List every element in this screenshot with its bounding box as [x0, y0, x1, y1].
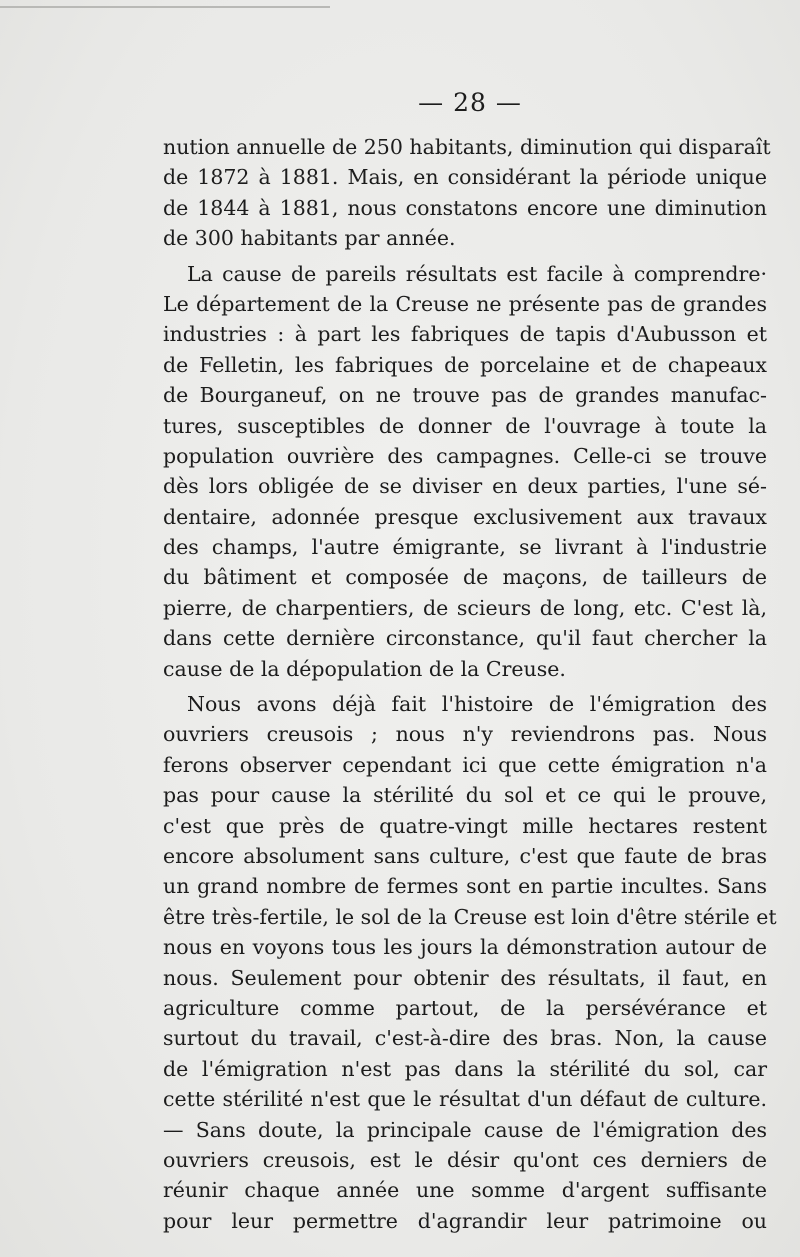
paragraph: [163, 259, 767, 684]
text-line: La cause de pareils résultats est facile à comprendre·: [187, 261, 767, 286]
text-line: être très-fertile, le sol de la Creuse est loin d'être stérile et: [163, 904, 777, 929]
text-line: de 1844 à 1881, nous constatons encore une diminution: [163, 195, 767, 220]
text-line: ferons observer cependant ici que cette émigration n'a: [163, 752, 767, 777]
text-line: ouvriers creusois ; nous n'y reviendrons pas. Nous: [163, 722, 767, 747]
paragraph: [163, 689, 777, 1236]
text-line: un grand nombre de fermes sont en partie incultes. Sans: [163, 874, 767, 899]
text-line: pas pour cause la stérilité du sol et ce qui le prouve,: [163, 783, 767, 808]
paragraph: [163, 132, 771, 254]
text-line: c'est que près de quatre-vingt mille hectares restent: [163, 813, 767, 838]
text-line: du bâtiment et composée de maçons, de tailleurs de: [163, 565, 767, 590]
text-line: tures, susceptibles de donner de l'ouvrage à toute la: [163, 413, 767, 438]
text-line: dans cette dernière circonstance, qu'il faut chercher la: [163, 626, 767, 651]
text-line: agriculture comme partout, de la persévérance et: [163, 995, 767, 1020]
text-line: de l'émigration n'est pas dans la stérilité du sol, car: [163, 1056, 767, 1081]
text-line: réunir chaque année une somme d'argent suffisante: [163, 1178, 767, 1203]
text-line: dentaire, adonnée presque exclusivement aux travaux: [163, 504, 767, 529]
text-line: cause de la dépopulation de la Creuse.: [163, 656, 566, 681]
text-line: population ouvrière des campagnes. Celle-ci se trouve: [163, 443, 767, 468]
text-line: Le département de la Creuse ne présente pas de grandes: [163, 291, 767, 316]
text-line: pour leur permettre d'agrandir leur patrimoine ou: [163, 1208, 767, 1233]
page-edge-rule: [0, 6, 330, 8]
text-line: cette stérilité n'est que le résultat d'un défaut de culture.: [163, 1087, 767, 1112]
body-text: [163, 132, 777, 1241]
text-line: dès lors obligée de se diviser en deux parties, l'une sé-: [163, 474, 767, 499]
text-line: nous. Seulement pour obtenir des résultats, il faut, en: [163, 965, 767, 990]
text-line: nous en voyons tous les jours la démonstration autour de: [163, 935, 767, 960]
text-line: industries : à part les fabriques de tapis d'Aubusson et: [163, 322, 767, 347]
text-line: encore absolument sans culture, c'est que faute de bras: [163, 843, 767, 868]
page-number: — 28 —: [418, 88, 522, 117]
text-line: nution annuelle de 250 habitants, diminution qui disparaît: [163, 135, 771, 159]
text-line: pierre, de charpentiers, de scieurs de long, etc. C'est là,: [163, 595, 767, 620]
text-line: des champs, l'autre émigrante, se livrant à l'industrie: [163, 535, 767, 560]
text-line: Nous avons déjà fait l'histoire de l'émigration des: [187, 692, 767, 717]
text-line: ouvriers creusois, est le désir qu'ont ces derniers de: [163, 1147, 767, 1172]
text-line: de Bourganeuf, on ne trouve pas de grandes manufac-: [163, 383, 767, 408]
text-line: surtout du travail, c'est-à-dire des bras. Non, la cause: [163, 1026, 767, 1051]
text-line: de 1872 à 1881. Mais, en considérant la période unique: [163, 165, 767, 190]
text-line: de 300 habitants par année.: [163, 226, 456, 251]
text-line: — Sans doute, la principale cause de l'émigration des: [163, 1117, 767, 1142]
text-line: de Felletin, les fabriques de porcelaine et de chapeaux: [163, 352, 767, 377]
